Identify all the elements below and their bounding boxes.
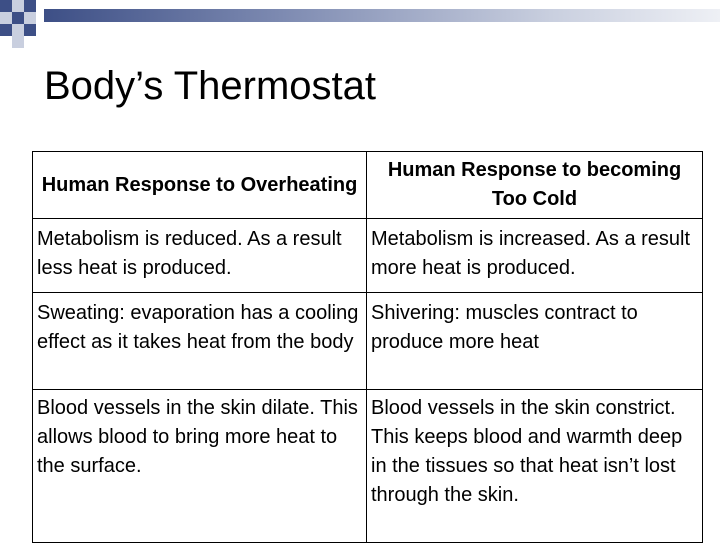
cell-too-cold: Shivering: muscles contract to produce more heat [367,293,703,390]
corner-square [0,24,12,36]
corner-square [0,0,12,12]
slide-title: Body’s Thermostat [44,64,377,108]
table-header-row [33,152,703,219]
table-row [33,219,703,293]
thermostat-table [32,151,703,543]
corner-square [12,36,24,48]
cell-overheating: Sweating: evaporation has a cooling effect as it takes heat from the body [33,293,367,390]
corner-square [0,12,12,24]
corner-square [12,24,24,36]
header-gradient-bar [44,9,720,22]
corner-square [12,12,24,24]
table-row [33,293,703,390]
cell-too-cold: Metabolism is increased. As a result more heat is produced. [367,219,703,293]
table-row [33,390,703,543]
cell-overheating: Metabolism is reduced. As a result less heat is produced. [33,219,367,293]
corner-square [24,24,36,36]
header-too-cold: Human Response to becoming Too Cold [367,152,703,219]
header-overheating: Human Response to Overheating [33,152,367,219]
corner-square [12,0,24,12]
cell-overheating: Blood vessels in the skin dilate. This allows blood to bring more heat to the surface. [33,390,367,543]
corner-square [24,12,36,24]
corner-square [24,0,36,12]
cell-too-cold: Blood vessels in the skin constrict. This keeps blood and warmth deep in the tissues so that heat isn’t lost through the skin. [367,390,703,543]
